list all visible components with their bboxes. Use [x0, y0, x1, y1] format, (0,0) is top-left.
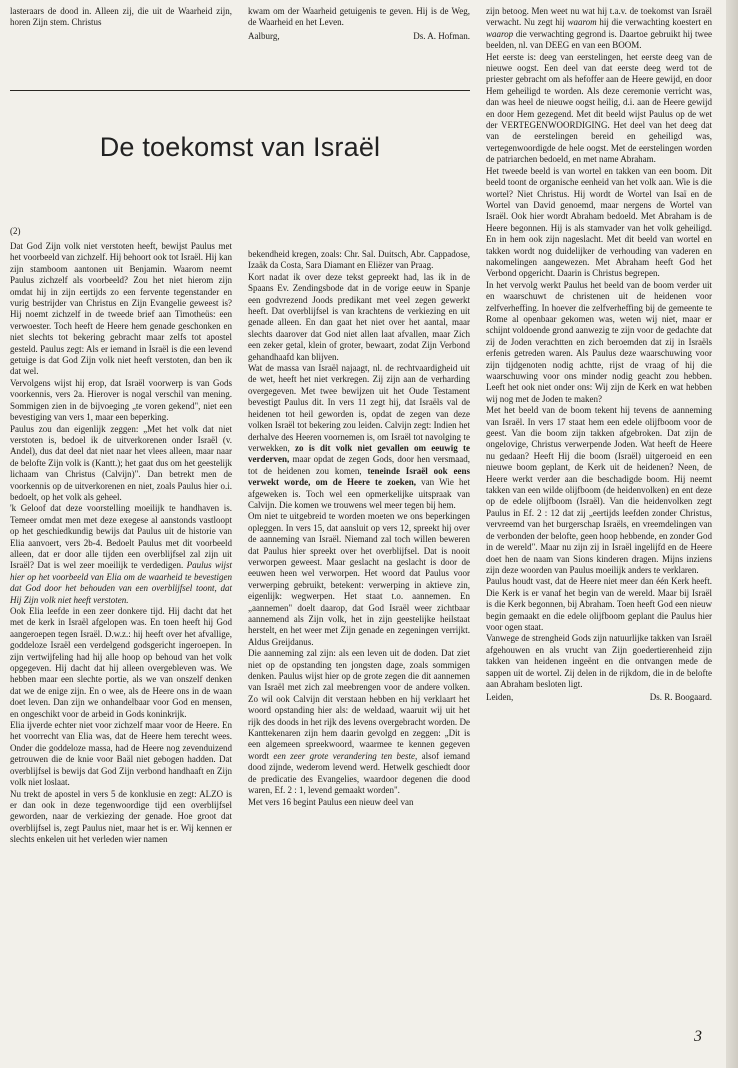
- page-edge: [726, 0, 738, 1068]
- paragraph: Vervolgens wijst hij erop, dat Israël voorwerp is van Gods voorkennis, vers 2a. Hierover is nogal verschil van mening. Sommigen zien in de bijvoeging „te voren gekend", niet een bevestiging van vers 1, maar een beperking.: [10, 377, 232, 423]
- column-2: [248, 249, 470, 808]
- paragraph: Het tweede beeld is van wortel en takken van een boom. Dit beeld toont de organische eenheid van het volk aan. Wie is die wortel? Niet Christus. Hij wordt de Wortel van Isaï en de Wortel van David genoemd, maar nergens de Wortel van Israël. Ook hier wordt Abraham bedoeld. Met Abraham is de Heere begonnen. Hij is als stamvader van het volk geheiligd. En in hem ook zijn nageslacht. Met dit beeld van wortel en takken wordt nog duidelijker de verhouding van vaderen en nakomelingen aangewezen. Met Abraham heeft God het Verbond opgericht. Daarin is Christus begrepen.: [486, 165, 712, 279]
- paragraph: Paulus houdt vast, dat de Heere niet meer dan één Kerk heeft. Die Kerk is er vanaf het begin van de wereld. Maar bij Israël is die Kerk begonnen, bij Abraham. Toen heeft God een nieuw begin gemaakt en die edele olijfboom geplant die Paulus hier voor ogen staat.: [486, 576, 712, 632]
- sign-place: Aalburg,: [248, 30, 280, 41]
- paragraph: Elia ijverde echter niet voor zichzelf maar voor de Heere. En het voorrecht van Elia was, dat de Heere hem terecht wees. Onder die goddeloze massa, had de Heere nog zevenduizend getrouwen die de knie voor Baäl niet gebogen hadden. Dat overblijfsel is bewijs dat God Zijn verbond handhaaft en Zijn volk niet loslaat.: [10, 720, 232, 788]
- prev-article-end-left: [10, 6, 232, 29]
- paragraph: lasteraars de dood in. Alleen zij, die uit de Waarheid zijn, horen Zijn stem. Christus: [10, 6, 232, 28]
- signature: [486, 692, 712, 703]
- paragraph: 'k Geloof dat deze voorstelling moeilijk te handhaven is. Temeer omdat men met deze exegese al aanstonds vastloopt op het geschiedkundig bewijs dat Paulus uit de historie van Elia aanvoert, vers 2b-4. Bedoelt Paulus met dit voorbeeld alleen, dat er door alle tijden een overblijfsel zal zijn uit Israël? Dat is wel zeer moeilijk te verdedigen. Paulus wijst hier op het voorbeeld van Elia om de waarheid te bevestigen dat God door het behouden van een overblijfsel toont, dat Hij Zijn volk niet heeft verstoten.: [10, 503, 232, 605]
- paragraph: zijn betoog. Men weet nu wat hij t.a.v. de toekomst van Israël verwacht. Nu zegt hij waarom hij die verwachting koestert en waarop die verwachting gegrond is. Daartoe gebruikt hij twee beelden, nl. van DEEG en van een BOOM.: [486, 6, 713, 51]
- prev-article-end-mid: [248, 6, 470, 42]
- part-number: (2): [10, 226, 21, 236]
- paragraph: Om niet te uitgebreid te worden moeten we ons beperkingen opleggen. In vers 15, dat aansluit op vers 12, spreekt hij over de aanneming van Israël. Niemand zal toch willen beweren dat Paulus hier spreekt over het overblijfsel. Dat is nooit verworpen geweest. Maar geslacht na geslacht is door de eeuwen heen wel verworpen. Het woord dat Paulus voor verwerping gebruikt, betekent: verwerping in aktieve zin, eigenlijk: wegwerpen. Het staat t.o. aannemen. En „aannemen" doelt daarop, dat God Israël weer zichtbaar aannemend als Zijn volk, het in zijn geestelijke heilstaat herstelt, en het weer met Zijn genade en zegeningen verrijkt. Aldus Greijdanus.: [248, 511, 470, 647]
- paragraph: Het eerste is: deeg van eerstelingen, het eerste deeg van de nieuwe oogst. Een deel van dat eerste deeg werd tot de priester gebracht om als hefoffer aan de Heere gewijd, en door Hem geheiligd te worden. Als deze ceremonie verricht was, dan was heel de nieuwe oogst heilig, d.i. aan de Heere gewijd en door Hem gezegend. Met dit beeld wijst Paulus op de wet der VERTEGENWOORDIGING. Het deel van het deeg dat van de eerstelingen bereid en geheiligd was, vertegenwoordigde de hele oogst. Met de eerstelingen worden de patriarchen bedoeld, en met name Abraham.: [486, 51, 712, 165]
- paragraph: Kort nadat ik over deze tekst gepreekt had, las ik in de Spaans Ev. Zendingsbode dat in de vorige eeuw in Spanje een godvrezend Joods predikant met veel zegen gewerkt heeft. Dat overblijfsel is van krachtens de verkiezing en uit genade alleen. En dan gaat het niet over het aantal, maar slechts daarover dat God niet allen laat afvallen, maar Zich een zeker getal, klein of groter, bewaart, zodat Zijn Verbond gehandhaafd kan blijven.: [248, 271, 470, 362]
- paragraph: bekendheid kregen, zoals: Chr. Sal. Duitsch, Abr. Cappadose, Izaäk da Costa, Sara Diamant en Eliëzer van Praag.: [248, 249, 470, 271]
- paragraph: Nu trekt de apostel in vers 5 de konklusie en zegt: ALZO is er dan ook in deze tegenwoordige tijd een overblijfsel geworden, naar de verkiezing der genade. Hoe groot dat overblijfsel is, zegt Paulus niet, maar het is er. Wij kennen er slechts enkelen uit het verleden wier namen: [10, 788, 232, 845]
- paragraph: Paulus zou dan eigenlijk zeggen: „Met het volk dat niet verstoten is, bedoel ik de uitverkorenen onder Israël (v. Andel), dus dat deel dat niet naar het vlees alleen, maar naar de belofte Zijn volk is (Kantt.); het gaat dus om het geestelijk lichaam van Christus (Calvijn)". Dan betrekt men de voorkennis op de uitverkorenen en niet, zoals Paulus hier o.i. bedoelt, op het volk als geheel.: [10, 423, 232, 502]
- signature: [248, 31, 470, 42]
- paragraph: Wat de massa van Israël najaagt, nl. de rechtvaardigheid uit de wet, heeft het niet verkregen. Zij zijn aan de verharding overgegeven. Met twee bewijzen uit het Oude Testament bevestigt Paulus dit. In vers 11 zegt hij, dat Israëls val de heidenen tot heil geworden is, opdat de zegen van deze volken Israël tot bekering zou leiden. Calvijn zegt: Indien het derhalve des Heeren voornemen is, om Israël tot navolging te verwekken, zo is dit volk niet gevallen om eeuwig te verderven, maar opdat de zegen Gods, door hen versmaad, tot de heidenen zou komen, teneinde Israël ook eens verwekt worde, om de Heere te zoeken, van Wie het afgeweken is. Toch wel een opmerkelijke uitspraak van Calvijn. Die komen we trouwens wel meer tegen bij hem.: [248, 363, 471, 510]
- sign-place: Leiden,: [486, 692, 514, 703]
- column-3: [486, 6, 712, 704]
- paragraph: Vanwege de strengheid Gods zijn natuurlijke takken van Israël afgehouwen en als vrucht van Zijn goedertierenheid zijn takken van heidenen ingeënt en die ontvangen mede de sappen uit de wortel. Zij delen in de rijkdom, die in de belofte aan Abraham besloten ligt.: [486, 633, 712, 689]
- article-title: De toekomst van Israël: [99, 132, 381, 162]
- paragraph: Dat God Zijn volk niet verstoten heeft, bewijst Paulus met het voorbeeld van zichzelf. Hij behoort ook tot Israël. Hij kan zijn stamboom aantonen uit Benjamin. Waarom neemt Paulus zichzelf als voorbeeld? Zou het niet hierom zijn omdat hij in zijn eertijds zo een fervente tegenstander en vurig bestrijder van Christus en Zijn Evangelie geweest is? Hij noemt zichzelf in de tweede brief aan Timotheüs: een verwoester. Toch heeft de Heere hem genade geschonken en niet slechts tot bekering gebracht maar zelfs tot apostel gesteld. Paulus zegt: Als er iemand in Israël is die een levend getuige is dat God Zijn volk niet heeft verstoten, dan ben ik dat wel.: [10, 241, 232, 377]
- divider: [10, 90, 470, 91]
- paragraph: Met het beeld van de boom tekent hij tevens de aanneming van Israël. In vers 17 staat hem een edele olijfboom voor de geest. Van die boom zijn takken afgebroken. Dat zijn de ongelovige, Christus verwerpende Joden. Wat heeft de Heere nu gedaan? Heeft Hij die boom (Israël) uitgeroeid en een nieuwe boom geplant, de Kerk uit de heidenen? Neen, de Heere werkt verder aan die beschadigde boom. Hij neemt takken van een wilde olijfboom (de heidenvolken) en ent deze op de edele olijfboom (Israël). Van die heidenvolken zegt Paulus in Ef. 2 : 12 dat zij „eertijds leefden zonder Christus, vervreemd van het burgerschap Israëls, en vreemdelingen van de verbonden der belofte, geen hoop hebbende, en zonder God in de wereld". Maar nu zijn zij in Israël ingelijfd en de Heere doet hen de naam van Sions kinderen dragen. Mijns inziens zijn deze woorden van Paulus moeilijk anders te verklaren.: [486, 405, 712, 575]
- sign-author: Ds. R. Boogaard.: [649, 692, 712, 703]
- bold-text: teneinde Israël ook eens verwekt worde, om de Heere te zoeken,: [248, 465, 471, 488]
- paragraph: Die aanneming zal zijn: als een leven uit de doden. Dat ziet niet op de opstanding ten jongsten dage, zoals sommigen denken. Paulus wijst hier op de grote zegen die dit aannemen van Israël met zich zal meebrengen voor de andere volken. Zo wil ook Calvijn dit verstaan hebben en hij verklaart het woord opstanding hier als: de weldaad, waaruit wij uit het rijk des doods in het rijk des levens overgebracht worden. De Kanttekenaren zijn hem daarin gevolgd en zeggen: „Dit is een algemeen spreekwoord, waarmee te kennen gegeven wordt een zeer grote verandering ten beste, alsof iemand dood zijnde, wederom levend werd. Hetwelk geschiedt door de predicatie des Evangelies, waardoor degenen die dood waren, Ef. 2 : 1, levend gemaakt worden".: [248, 648, 470, 796]
- paragraph: Ook Elia leefde in een zeer donkere tijd. Hij dacht dat het met de kerk in Israël afgelopen was. En toen heeft hij God aangeroepen tegen Israël. D.w.z.: hij heeft over het afvallige, goddeloze Israël een verdelgend godsgericht ingeroepen. In zijn vertwijfeling had hij alle hoop op behoud van het volk opgegeven. Hij dacht dat hij alleen overgebleven was. We hebben maar een slechte portie, als we van onszelf denken dat we de enige zijn. En o wee, als de Heere ons in de waan doet leven. Dan zijn we onhandelbaar voor God en mensen, en ongeschikt voor de arbeid in Gods koninkrijk.: [10, 606, 232, 719]
- sign-author: Ds. A. Hofman.: [413, 30, 470, 41]
- emphasis: Paulus wijst hier op het voorbeeld van Elia om de waarheid te bevestigen dat God door het behouden van een overblijfsel toont, dat Hij Zijn volk niet heeft verstoten.: [10, 560, 232, 605]
- emphasis: een zeer grote verandering ten beste,: [273, 750, 418, 761]
- paragraph: In het vervolg werkt Paulus het beeld van de boom verder uit en waarschuwt de christenen uit de heidenen voor zelfverheffing. In hoever die zelfverheffing bij de gemeente te Rome al openbaar gekomen was, weten wij niet, maar er schijnt voldoende grond aanwezig te zijn voor de gedachte dat zij de Joden verachtten en zich beroemden dat zij in Israëls erfenis getreden waren. Als Paulus deze waarschuwing voor zijn tijdgenoten nodig achtte, rijst de vraag of hij die waarschuwing voor ons minder nodig geacht zou hebben. Leeft het ook niet onder ons: Wij zijn de Kerk en wat hebben wij nog met de Joden te maken?: [486, 279, 712, 404]
- page-number: 3: [694, 1028, 702, 1045]
- bold-text: zo is dit volk niet gevallen om eeuwig te verderven,: [248, 442, 471, 465]
- column-1: [10, 241, 232, 846]
- paragraph: Met vers 16 begint Paulus een nieuw deel van: [248, 796, 414, 807]
- paragraph: kwam om der Waarheid getuigenis te geven. Hij is de Weg, de Waarheid en het Leven.: [248, 6, 470, 28]
